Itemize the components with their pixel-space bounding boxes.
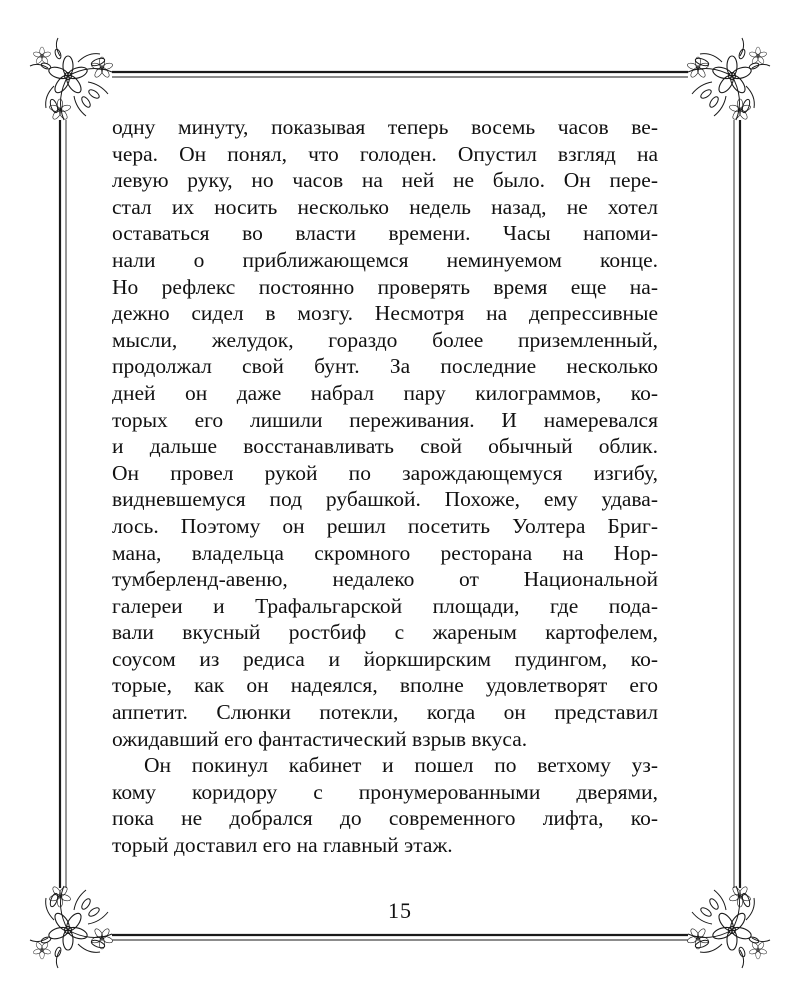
floral-corner-icon-top-left xyxy=(30,38,113,121)
text-line: мана, владельца скромного ресторана на Нор- xyxy=(112,540,658,565)
text-line: одну минуту, показывая теперь восемь часов ве- xyxy=(112,115,658,139)
text-line: аппетит. Слюнки потекли, когда он представил xyxy=(112,700,658,725)
text-line: Но рефлекс постоянно проверять время еще на- xyxy=(112,274,658,299)
text-line: мысли, желудок, гораздо более приземленный, xyxy=(112,327,658,352)
text-line: вали вкусный ростбиф с жареным картофелем, xyxy=(112,620,658,645)
text-line: Он провел рукой по зарождающемуся изгибу, xyxy=(112,460,658,485)
text-line: оставаться во власти времени. Часы напоми- xyxy=(112,221,658,246)
text-line: стал их носить несколько недель назад, не хотел xyxy=(112,194,658,219)
text-line: ожидавший его фантастический взрыв вкуса. xyxy=(112,726,528,751)
text-line: соусом из редиса и йоркширским пудингом, ко- xyxy=(112,646,658,671)
text-line: торый доставил его на главный этаж. xyxy=(112,833,453,858)
page-number: 15 xyxy=(388,898,412,923)
text-line: торых его лишили переживания. И намеревался xyxy=(112,407,658,432)
text-line: тумберленд-авеню, недалеко от Национальной xyxy=(112,567,658,592)
text-line: чера. Он понял, что голоден. Опустил взгляд на xyxy=(112,141,658,166)
text-line: кому коридору с пронумерованными дверями, xyxy=(112,779,658,804)
text-line: галереи и Трафальгарской площади, где пода- xyxy=(112,593,658,618)
text-line: дежно сидел в мозгу. Несмотря на депрессивные xyxy=(112,301,658,326)
floral-corner-icon-top-right xyxy=(687,38,770,121)
text-line: торые, как он надеялся, вполне удовлетворят его xyxy=(112,673,658,698)
text-line: видневшемуся под рубашкой. Похоже, ему удава- xyxy=(112,487,658,512)
text-line: пока не добрался до современного лифта, ко- xyxy=(112,806,658,831)
text-line: и дальше восстанавливать свой обычный облик. xyxy=(112,434,658,459)
text-line: дней он даже набрал пару килограммов, ко- xyxy=(112,380,658,405)
text-line: продолжал свой бунт. За последние несколько xyxy=(112,354,658,379)
text-line: левую руку, но часов на ней не было. Он пере- xyxy=(112,168,658,193)
text-line: лось. Поэтому он решил посетить Уолтера Бриг- xyxy=(112,513,658,538)
text-line: нали о приближающемся неминуемом конце. xyxy=(112,247,658,272)
text-line-paragraph-start: Он покинул кабинет и пошел по ветхому уз- xyxy=(144,753,658,778)
body-text xyxy=(112,114,658,859)
